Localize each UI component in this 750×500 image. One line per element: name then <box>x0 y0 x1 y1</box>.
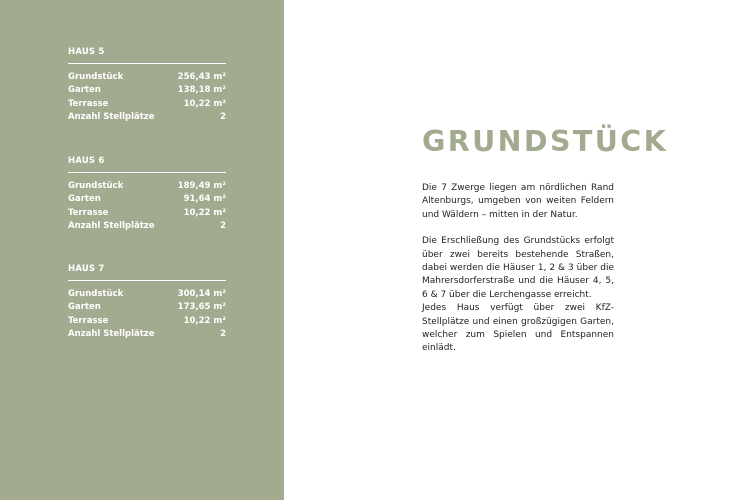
detail-label: Garten <box>68 194 101 205</box>
detail-row <box>68 111 226 124</box>
detail-row <box>68 220 226 233</box>
detail-row <box>68 71 226 84</box>
detail-value: 256,43 m² <box>177 72 226 82</box>
detail-label: Grundstück <box>68 72 124 82</box>
detail-value: 91,64 m² <box>183 194 226 205</box>
detail-value: 300,14 m² <box>177 289 226 299</box>
haus-7-details <box>68 288 226 342</box>
haus-5-details <box>68 71 226 125</box>
haus-5-section <box>68 47 226 125</box>
detail-value: 10,22 m² <box>183 98 226 109</box>
haus-6-details <box>68 180 226 234</box>
right-content <box>422 125 669 356</box>
detail-label: Garten <box>68 302 101 313</box>
detail-value: 2 <box>220 329 226 340</box>
haus-6-section <box>68 156 226 234</box>
detail-value: 173,65 m² <box>177 302 226 313</box>
haus-5-title: HAUS 5 <box>68 47 226 64</box>
detail-value: 138,18 m² <box>177 85 226 96</box>
detail-row <box>68 180 226 193</box>
access-paragraph: Die Erschließung des Grundstücks erfolgt über zwei bereits bestehende Straßen, dabei werden die Häuser 1, 2 & 3 über die Mahrersdorferstraße und die Häuser 4, 5, 6 & 7 über die Lerchengasse erreicht. <box>422 236 614 300</box>
intro-paragraph: Die 7 Zwerge liegen am nördlichen Rand Altenburgs, umgeben von weiten Feldern und Wäldern – mitten in der Natur. <box>422 183 614 220</box>
detail-label: Terrasse <box>68 315 109 326</box>
detail-label: Anzahl Stellplätze <box>68 221 155 232</box>
haus-6-title: HAUS 6 <box>68 156 226 173</box>
left-panel <box>0 0 284 500</box>
page-title: GRUNDSTÜCK <box>422 125 669 158</box>
haus-7-section <box>68 264 226 342</box>
detail-value: 10,22 m² <box>183 207 226 218</box>
parking-paragraph: Jedes Haus verfügt über zwei KfZ-Stellplätze und einen großzügigen Garten, welcher zum Spielen und Entspannen einlädt. <box>422 303 614 354</box>
detail-row <box>68 84 226 97</box>
detail-row <box>68 328 226 341</box>
detail-row <box>68 315 226 328</box>
detail-label: Anzahl Stellplätze <box>68 329 155 340</box>
detail-label: Anzahl Stellplätze <box>68 112 155 123</box>
detail-label: Grundstück <box>68 289 124 299</box>
detail-row <box>68 98 226 111</box>
detail-label: Terrasse <box>68 98 109 109</box>
detail-value: 2 <box>220 221 226 232</box>
detail-label: Garten <box>68 85 101 96</box>
detail-value: 189,49 m² <box>177 181 226 191</box>
detail-row <box>68 193 226 206</box>
detail-label: Grundstück <box>68 181 124 191</box>
haus-7-title: HAUS 7 <box>68 264 226 281</box>
detail-value: 10,22 m² <box>183 315 226 326</box>
detail-row <box>68 288 226 301</box>
detail-row <box>68 207 226 220</box>
detail-row <box>68 301 226 314</box>
detail-value: 2 <box>220 112 226 123</box>
detail-label: Terrasse <box>68 207 109 218</box>
